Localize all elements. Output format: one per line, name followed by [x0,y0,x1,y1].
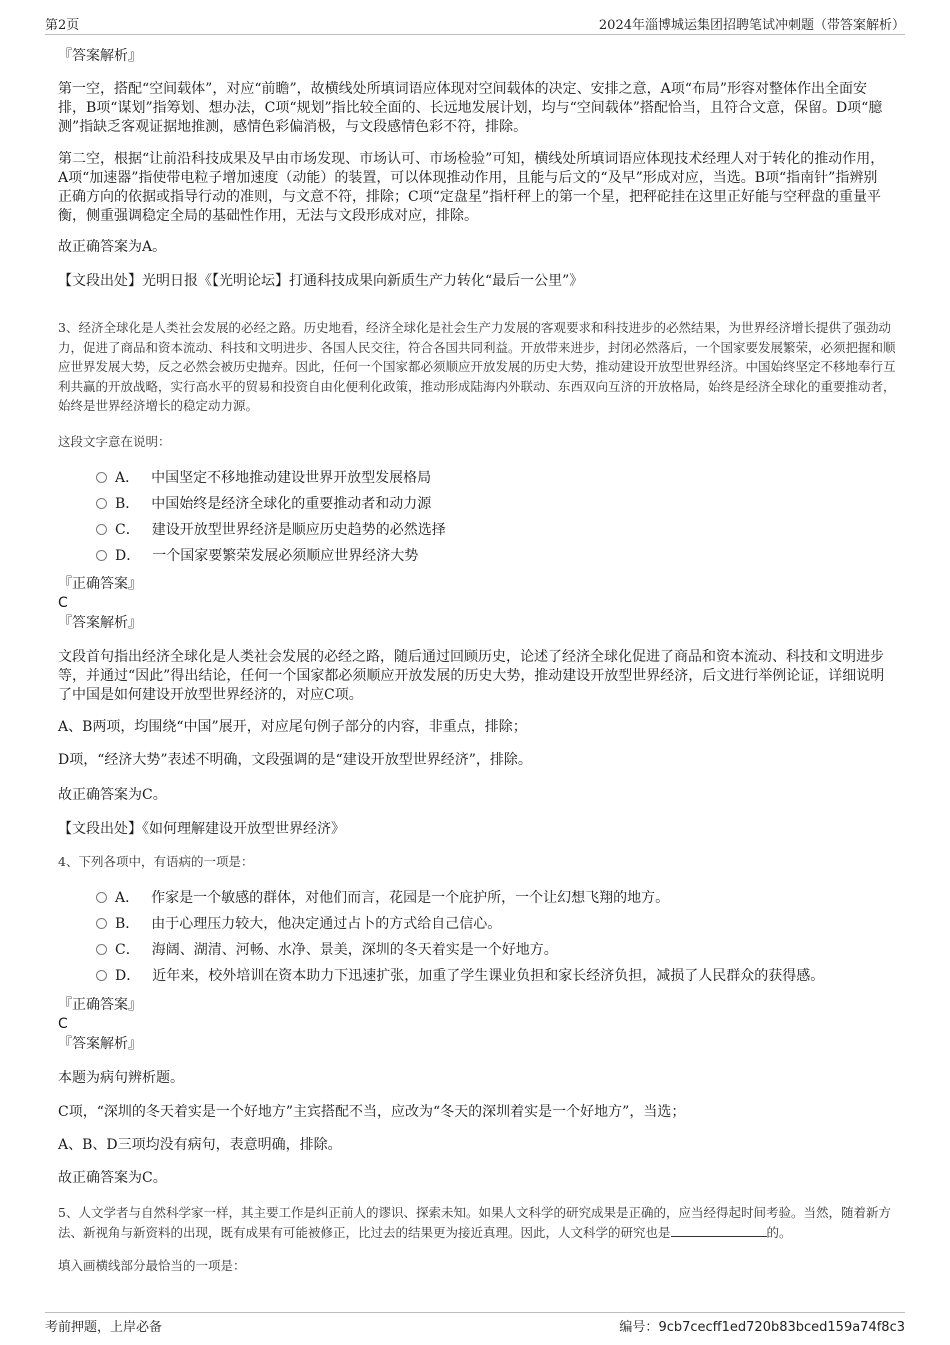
q3-analysis-label: 『答案解析』 [58,615,142,631]
q5-stem-text: 5、人文学者与自然科学家一样，其主要工作是纠正前人的谬识、探索未知。如果人文科学的研究成果是正确的，应当经得起时间考验。当然，随着新方法、新视角与新资料的出现，既有成果有可能被修正，比过去的结果更为接近真理。因此，人文科学的研究也是 [58,1205,891,1240]
q3-option-b[interactable] [96,494,431,514]
radio-icon[interactable] [96,944,107,955]
q2-analysis-para1: 第一空，搭配“空间载体”，对应“前瞻”，故横线处所填词语应体现对空间载体的决定、安排之意，A项“布局”形容对整体作出全面安排，B项“谋划”指筹划、想办法，C项“规划”指比较全面的、长远地发展计划，均与“空间载体”搭配恰当，且符合文意，保留。D项“臆测”指缺乏客观证据地推测，感情色彩偏消极，与文段感情色彩不符，排除。 [58,81,883,135]
q3-conclusion: 故正确答案为C。 [58,787,167,803]
q2-source: 【文段出处】光明日报《【光明论坛】打通科技成果向新质生产力转化“最后一公里”》 [58,273,584,289]
option-letter: C． [115,942,140,958]
option-letter: A． [115,890,140,906]
footer-slogan: 考前押题，上岸必备 [45,1320,163,1335]
option-text: 由于心理压力较大，他决定通过占卜的方式给自己信心。 [151,916,502,932]
option-letter: D． [115,968,141,984]
code-value: 9cb7cecff1ed720b83bced159a74f8c3 [658,1320,905,1335]
q4-correct-label: 『正确答案』 [58,997,142,1013]
q2-analysis-label: 『答案解析』 [58,48,142,64]
q3-option-d[interactable] [96,546,418,566]
option-text: 海阔、湖清、河畅、水净、景美，深圳的冬天着实是一个好地方。 [151,942,558,958]
option-letter: D． [115,548,141,564]
q5-stem [58,1203,903,1242]
q3-option-c[interactable] [96,520,446,540]
q3-correct-answer: C [58,595,68,611]
radio-icon[interactable] [96,498,107,509]
q4-conclusion: 故正确答案为C。 [58,1170,167,1186]
q4-stem: 4、下列各项中，有语病的一项是： [58,854,254,869]
q4-analysis-label: 『答案解析』 [58,1036,142,1052]
q4-option-c[interactable] [96,940,558,960]
footer-code [619,1316,905,1335]
option-text: 近年来，校外培训在资本助力下迅速扩张，加重了学生课业负担和家长经济负担，减损了人民群众的获得感。 [152,968,825,984]
q4-analysis-para1: 本题为病句辨析题。 [58,1070,184,1086]
q4-option-a[interactable] [96,888,669,908]
q4-correct-answer: C [58,1016,68,1032]
document-title: 2024年淄博城运集团招聘笔试冲刺题（带答案解析） [598,18,905,33]
q4-option-b[interactable] [96,914,501,934]
option-text: 中国坚定不移地推动建设世界开放型发展格局 [151,470,432,486]
q3-prompt: 这段文字意在说明： [58,434,171,449]
q5-prompt: 填入画横线部分最恰当的一项是： [58,1258,246,1273]
option-letter: B． [115,496,140,512]
q3-correct-label: 『正确答案』 [58,576,142,592]
page-header [45,14,905,32]
radio-icon[interactable] [96,472,107,483]
page-number: 第2页 [45,18,80,33]
option-text: 作家是一个敏感的群体，对他们而言，花园是一个庇护所，一个让幻想飞翔的地方。 [151,890,670,906]
option-text: 一个国家要繁荣发展必须顺应世界经济大势 [152,548,419,564]
radio-icon[interactable] [96,524,107,535]
radio-icon[interactable] [96,918,107,929]
q2-conclusion: 故正确答案为A。 [58,239,167,255]
radio-icon[interactable] [96,970,107,981]
q4-analysis-para3: A、B、D三项均没有病句，表意明确，排除。 [58,1137,342,1153]
q3-source: 【文段出处】《如何理解建设开放型世界经济》 [58,821,345,837]
radio-icon[interactable] [96,892,107,903]
q4-option-d[interactable] [96,966,824,986]
q5-stem-end: 的。 [766,1224,792,1240]
footer-divider [45,1312,905,1313]
option-letter: A． [115,470,140,486]
option-letter: C． [115,522,140,538]
q4-analysis-para2: C项，“深圳的冬天着实是一个好地方”主宾搭配不当，应改为“冬天的深圳着实是一个好地方”，当选； [58,1104,686,1120]
code-label: 编号： [619,1320,659,1335]
option-letter: B． [115,916,140,932]
option-text: 建设开放型世界经济是顺应历史趋势的必然选择 [151,522,446,538]
q3-option-a[interactable] [96,468,431,488]
q3-analysis-para1: 文段首句指出经济全球化是人类社会发展的必经之路，随后通过回顾历史，论述了经济全球化促进了商品和资本流动、科技和文明进步等，并通过“因此”得出结论，任何一个国家都必须顺应开放发展的历史大势，推动建设开放型世界经济，后文进行举例论证，详细说明了中国是如何建设开放型世界经济的，对应C项。 [58,649,885,703]
header-divider [45,34,905,35]
option-text: 中国始终是经济全球化的重要推动者和动力源 [151,496,432,512]
radio-icon[interactable] [96,550,107,561]
fill-blank [671,1224,767,1237]
q2-analysis-para2: 第二空，根据“让前沿科技成果及早由市场发现、市场认可、市场检验”可知，横线处所填词语应体现技术经理人对于转化的推动作用，A项“加速器”指使带电粒子增加速度（动能）的装置，可以体现推动作用，且能与后文的“及早”形成对应，当选。B项“指南针”指辨别正确方向的依据或指导行动的准则，与文意不符，排除；C项“定盘星”指杆秤上的第一个星，把秤砣挂在这里正好能与空秤盘的重量平衡，侧重强调稳定全局的基础性作用，无法与文段形成对应，排除。 [58,151,885,224]
q3-analysis-para2: A、B两项，均围绕“中国”展开，对应尾句例子部分的内容，非重点，排除； [58,719,527,735]
q3-stem: 3、经济全球化是人类社会发展的必经之路。历史地看，经济全球化是社会生产力发展的客观要求和科技进步的必然结果，为世界经济增长提供了强劲动力，促进了商品和资本流动、科技和文明进步、各国人民交往，符合各国共同利益。开放带来进步，封闭必然落后，一个国家要发展繁荣，必须把握和顺应世界发展大势，反之必然会被历史抛弃。因此，任何一个国家都必须顺应开放发展的历史大势，推动建设开放型世界经济。中国始终坚定不移地奉行互利共赢的开放战略，实行高水平的贸易和投资自由化便利化政策，推动形成陆海内外联动、东西双向互济的开放格局，始终是经济全球化的重要推动者，始终是世界经济增长的稳定动力源。 [58,320,896,413]
q3-analysis-para3: D项，“经济大势”表述不明确，文段强调的是“建设开放型世界经济”，排除。 [58,752,532,768]
